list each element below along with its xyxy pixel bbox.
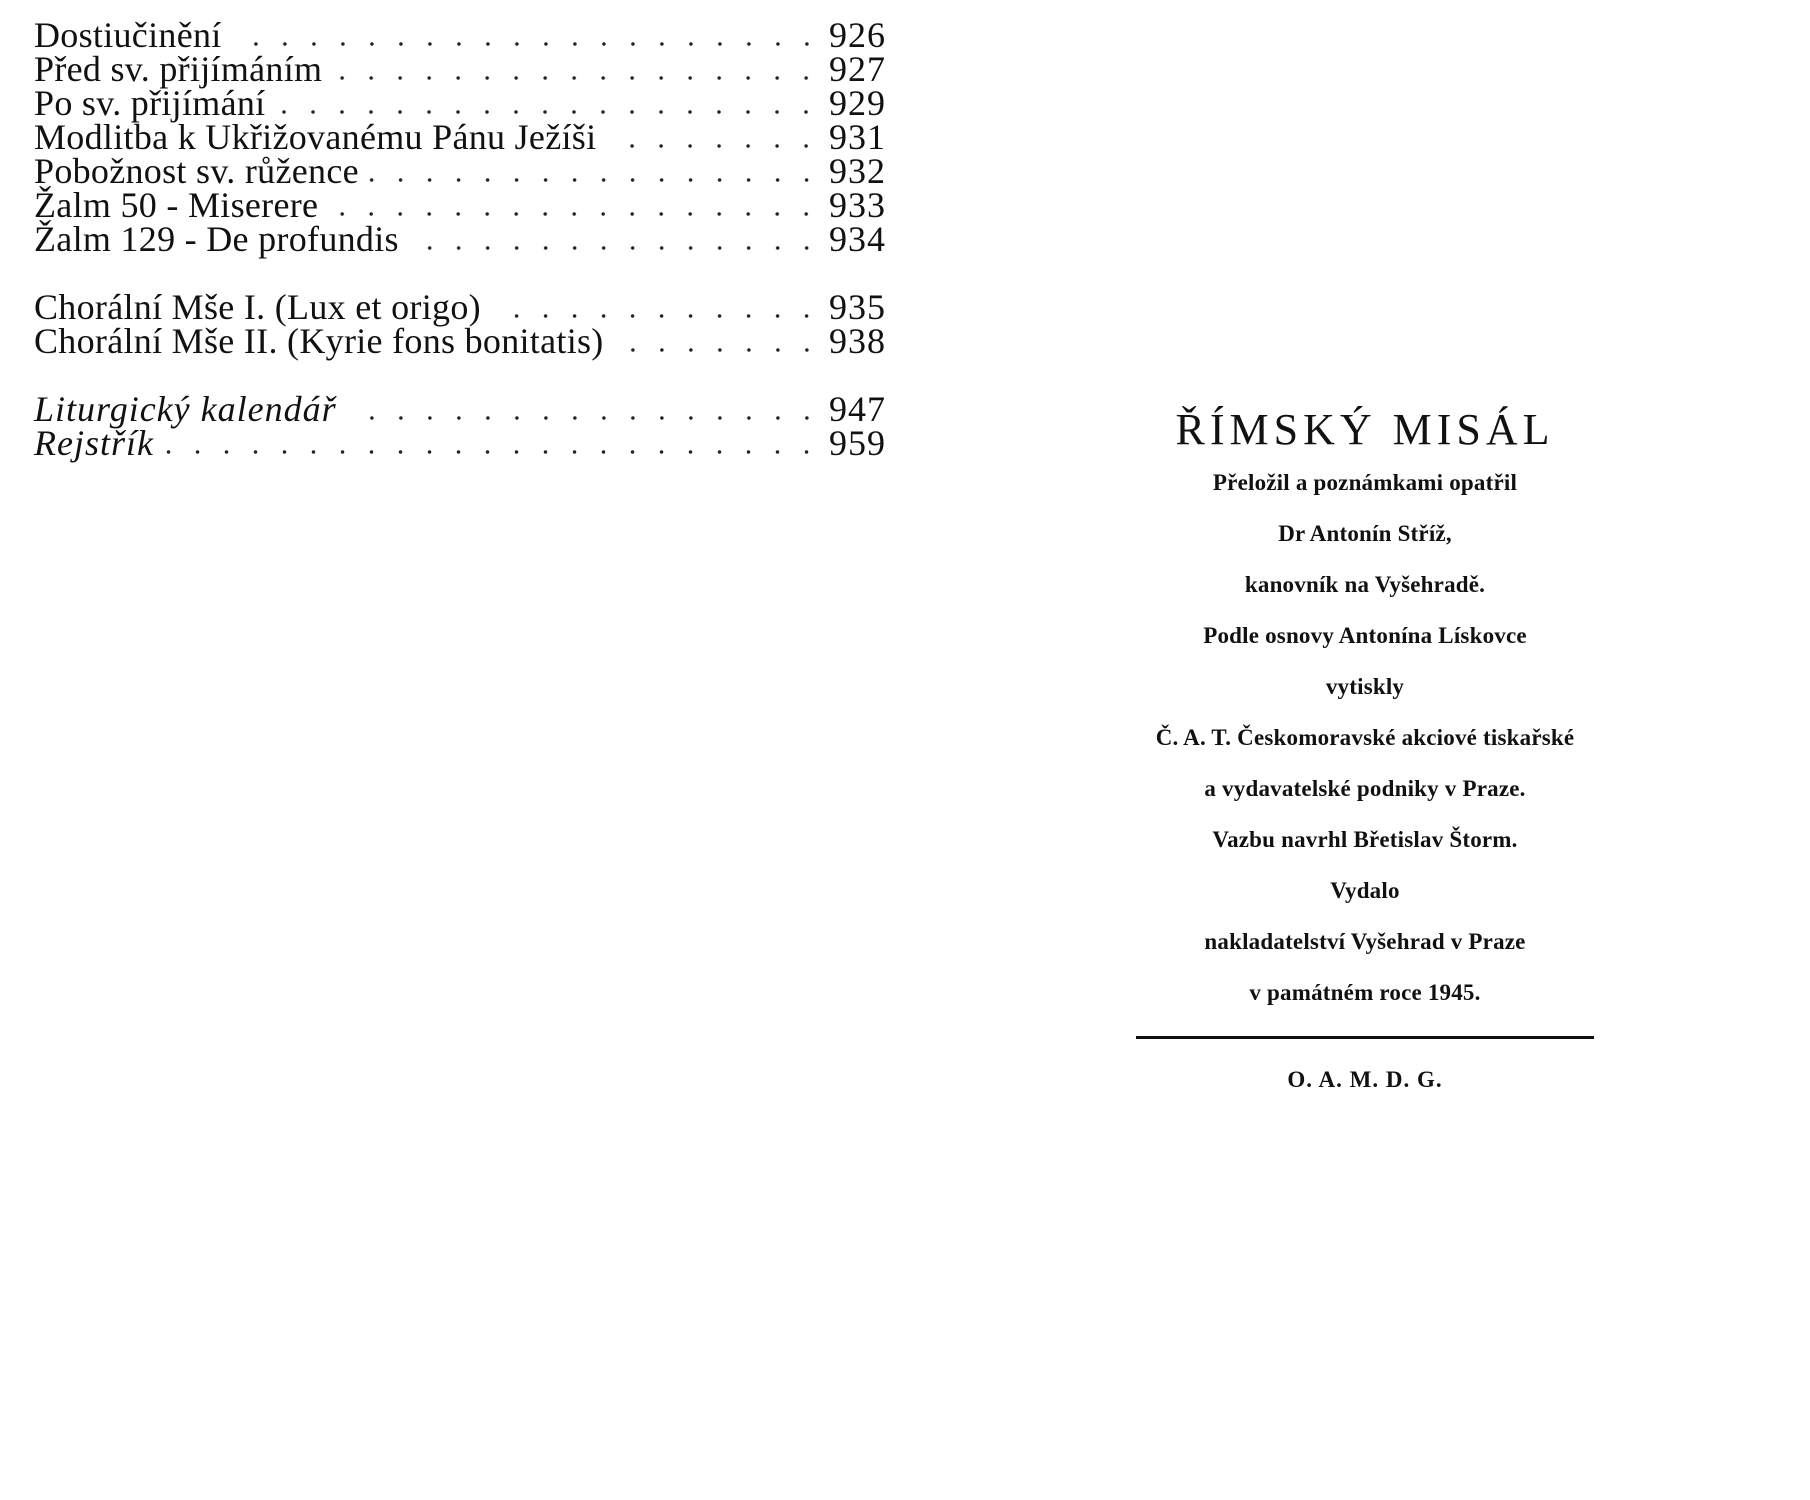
- toc-entry-page: 934: [829, 219, 886, 259]
- toc-entry-title: Chorální Mše I. (Lux et origo): [34, 287, 481, 327]
- toc-entry[interactable]: [34, 117, 886, 157]
- toc-entry-page: 929: [829, 83, 886, 123]
- dot-leader: [275, 110, 821, 114]
- dot-leader: [328, 212, 821, 216]
- imprint-line: Vydalo: [1330, 878, 1400, 903]
- imprint-line: v památném roce 1945.: [1249, 980, 1481, 1005]
- dot-leader: [232, 42, 821, 46]
- imprint-line: a vydavatelské podniky v Praze.: [1204, 776, 1526, 801]
- toc-entry[interactable]: [34, 15, 886, 55]
- imprint-line: Č. A. T. Českomoravské akciové tiskařské: [1155, 725, 1575, 750]
- toc-group: [34, 15, 886, 259]
- dot-leader: [347, 416, 821, 420]
- toc-entry-title: Žalm 50 - Miserere: [34, 185, 319, 225]
- toc-entry-page: 927: [829, 49, 886, 89]
- motto: O. A. M. D. G.: [1287, 1067, 1443, 1092]
- imprint-line: Podle osnovy Antonína Lískovce: [1203, 623, 1527, 648]
- toc-entry-page: 932: [829, 151, 886, 191]
- toc-entry[interactable]: [34, 185, 886, 225]
- toc-entry-title: Pobožnost sv. růžence: [34, 151, 359, 191]
- toc-entry-page: 935: [829, 287, 886, 327]
- toc-entry-page: 959: [829, 423, 886, 463]
- dot-leader: [409, 246, 821, 250]
- dot-leader: [164, 450, 821, 454]
- table-of-contents: [34, 15, 886, 494]
- toc-entry[interactable]: [34, 83, 886, 123]
- toc-group: [34, 287, 886, 361]
- toc-entry[interactable]: [34, 321, 886, 361]
- toc-entry-title: Po sv. přijímání: [34, 83, 266, 123]
- imprint-line: nakladatelství Vyšehrad v Praze: [1204, 929, 1526, 954]
- dot-leader: [491, 314, 821, 318]
- imprint-line: kanovník na Vyšehradě.: [1244, 572, 1486, 597]
- toc-entry-page: 938: [829, 321, 886, 361]
- dot-leader: [606, 144, 821, 148]
- toc-entry-page: 931: [829, 117, 886, 157]
- toc-entry-page: 947: [829, 389, 886, 429]
- title-page: [1130, 400, 1600, 1095]
- toc-entry-title: Modlitba k Ukřižovanému Pánu Ježíši: [34, 117, 597, 157]
- toc-entry-title: Liturgický kalendář: [34, 389, 337, 429]
- toc-entry-title: Před sv. přijímáním: [34, 49, 323, 89]
- imprint-line: Přeložil a poznámkami opatřil: [1212, 470, 1518, 495]
- toc-entry-title: Rejstřík: [34, 423, 154, 463]
- toc-entry[interactable]: [34, 151, 886, 191]
- toc-group: [34, 389, 886, 463]
- toc-entry[interactable]: [34, 423, 886, 463]
- dot-leader: [614, 348, 821, 352]
- imprint-line: Vazbu navrhl Břetislav Štorm.: [1212, 827, 1518, 852]
- toc-entry[interactable]: [34, 219, 886, 259]
- dot-leader: [369, 178, 821, 182]
- book-title: ŘÍMSKÝ MISÁL: [1175, 405, 1555, 454]
- toc-entry-title: Chorální Mše II. (Kyrie fons bonitatis): [34, 321, 604, 361]
- imprint-line: vytiskly: [1325, 674, 1405, 699]
- toc-entry[interactable]: [34, 389, 886, 429]
- toc-entry-title: Dostiučinění: [34, 15, 222, 55]
- toc-entry-title: Žalm 129 - De profundis: [34, 219, 399, 259]
- toc-entry-page: 926: [829, 15, 886, 55]
- toc-entry[interactable]: [34, 287, 886, 327]
- divider-rule: [1136, 1036, 1594, 1039]
- imprint-line: Dr Antonín Stříž,: [1278, 521, 1452, 546]
- toc-entry[interactable]: [34, 49, 886, 89]
- dot-leader: [332, 76, 821, 80]
- toc-entry-page: 933: [829, 185, 886, 225]
